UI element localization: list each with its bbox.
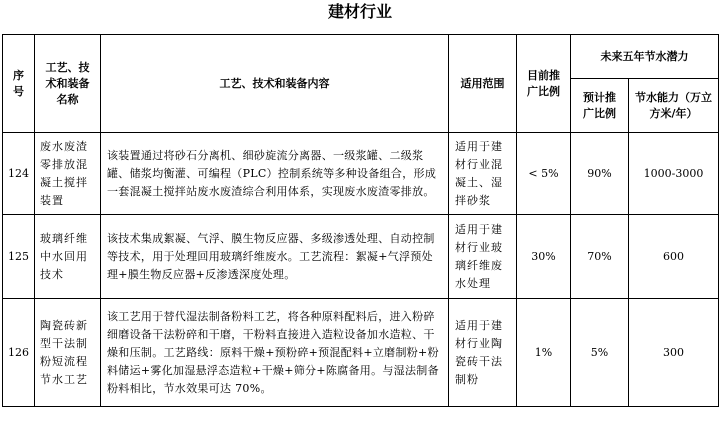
table-row: [3, 215, 719, 299]
row-saving-capacity: 600: [629, 215, 719, 299]
row-current-ratio: 30%: [517, 215, 571, 299]
header-potential-group: 未来五年节水潜力: [571, 35, 719, 79]
header-seq: 序号: [3, 35, 35, 133]
header-content: 工艺、技术和装备内容: [101, 35, 449, 133]
row-current-ratio: 1%: [517, 299, 571, 407]
header-name: 工艺、技术和装备名称: [35, 35, 101, 133]
row-id: 124: [3, 133, 35, 215]
table-row: [3, 299, 719, 407]
water-saving-table: [2, 34, 719, 407]
row-content: 该技术集成絮凝、气浮、膜生物反应器、多级渗透处理、自动控制等技术，用于处理回用玻璃纤维废水。工艺流程：絮凝+气浮预处理+膜生物反应器+反渗透深度处理。: [101, 215, 449, 299]
row-expected-ratio: 70%: [571, 215, 629, 299]
row-name: 玻璃纤维中水回用技术: [35, 215, 101, 299]
row-scope: 适用于建材行业玻璃纤维废水处理: [449, 215, 517, 299]
row-saving-capacity: 300: [629, 299, 719, 407]
row-id: 125: [3, 215, 35, 299]
row-id: 126: [3, 299, 35, 407]
row-saving-capacity: 1000-3000: [629, 133, 719, 215]
row-name: 陶瓷砖新型干法制粉短流程节水工艺: [35, 299, 101, 407]
row-content: 该工艺用于替代湿法制备粉料工艺，将各种原料配料后，进入粉碎细磨设备干法粉碎和干磨，干粉料直接进入造粒设备加水造粒、干燥和压制。工艺路线：原料干燥+预粉碎+预混配料+立磨制粉+粉料储运+雾化加湿悬浮态造粒+干燥+筛分+陈腐备用。与湿法制备粉料相比，节水效果可达 70%。: [101, 299, 449, 407]
row-current-ratio: < 5%: [517, 133, 571, 215]
header-expected-ratio: 预计推广比例: [571, 79, 629, 133]
row-scope: 适用于建材行业陶瓷砖干法制粉: [449, 299, 517, 407]
header-current-ratio: 目前推广比例: [517, 35, 571, 133]
page-title: 建材行业: [327, 2, 392, 21]
row-expected-ratio: 5%: [571, 299, 629, 407]
row-expected-ratio: 90%: [571, 133, 629, 215]
row-content: 该装置通过将砂石分离机、细砂旋流分离器、一级浆罐、二级浆罐、储浆均衡灌、可编程（PLC）控制系统等多种设备组合，形成一套混凝土搅拌站废水废渣综合利用体系，实现废水废渣零排放。: [101, 133, 449, 215]
row-name: 废水废渣零排放混凝土搅拌装置: [35, 133, 101, 215]
header-saving-capacity: 节水能力（万立方米/年）: [629, 79, 719, 133]
row-scope: 适用于建材行业混凝土、湿拌砂浆: [449, 133, 517, 215]
table-row: [3, 133, 719, 215]
header-scope: 适用范围: [449, 35, 517, 133]
